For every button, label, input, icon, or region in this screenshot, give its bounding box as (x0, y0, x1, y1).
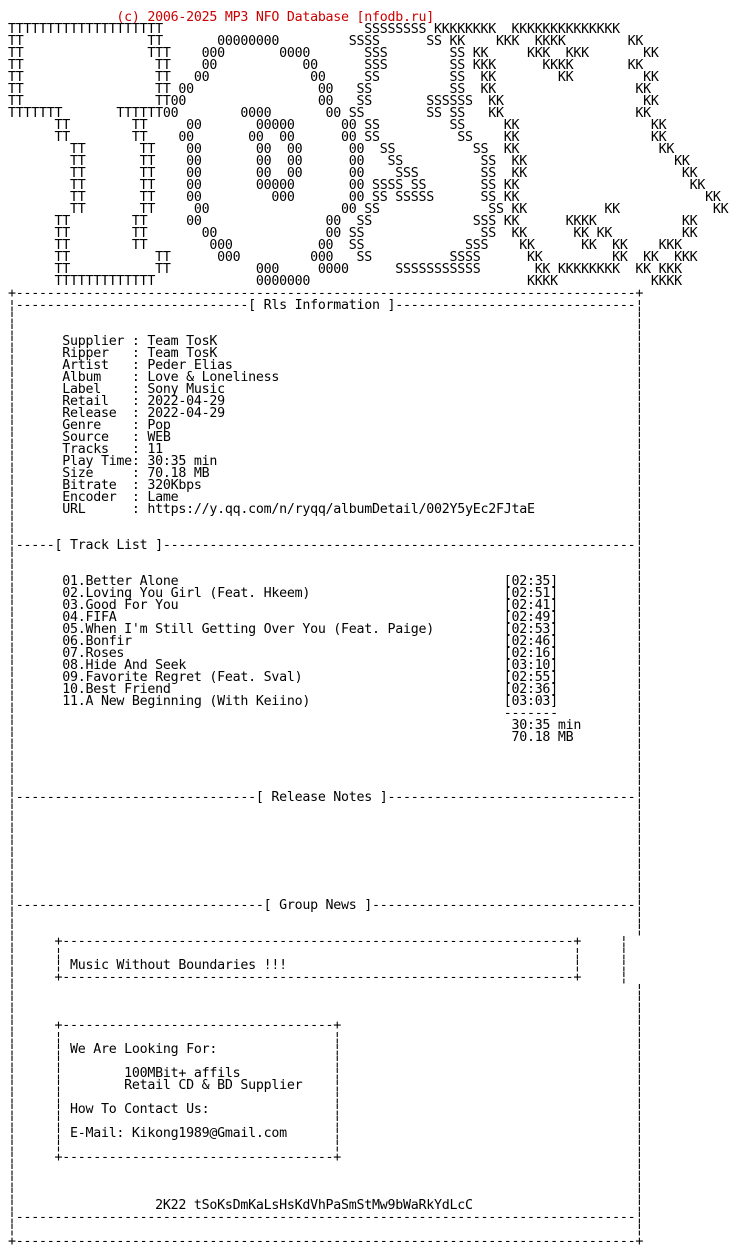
frame-side: ¦ ¦ (8, 874, 644, 889)
logo-line: TT TT 00 00 00 00 SS SS KK KK (8, 130, 667, 145)
logo-line: TT TT 00 00000 00 SSSS SS SS KK KK (8, 178, 706, 193)
info-ripper: ¦ Ripper : Team TosK ¦ (8, 346, 644, 361)
info-size: ¦ Size : 70.18 MB ¦ (8, 466, 644, 481)
frame-top-border: +--------------------------------------------------------------------------------+ (8, 286, 644, 301)
logo-line: TT TT 00 00000 00 SS SS KK KK (8, 118, 667, 133)
frame-bottom-border: +--------------------------------------------------------------------------------+ (8, 1234, 644, 1249)
logo-line: TT TT 00 00 00 00 SS SS KK KK (8, 154, 690, 169)
contact-box-blank: ¦ ¦ ¦ ¦ (8, 1090, 644, 1105)
group-news-header: ¦--------------------------------[ Group News ]----------------------------------¦ (8, 898, 644, 913)
track-total-rule: ¦ ------- ¦ (8, 706, 644, 721)
track-row: ¦ 05.When I'm Still Getting Over You (Feat. Paige) [02:53] ¦ (8, 622, 644, 637)
frame-side: ¦ ¦ (8, 910, 644, 925)
logo-line: TT TTT 000 0000 SSS SS KK KKK KKK KK (8, 46, 659, 61)
frame-side: ¦ ¦ (8, 550, 644, 565)
info-genre: ¦ Genre : Pop ¦ (8, 418, 644, 433)
logo-line: TT TT 00 00 SS SS KK KK KK (8, 70, 659, 85)
contact-box-blank: ¦ ¦ ¦ ¦ (8, 1138, 644, 1153)
info-retail: ¦ Retail : 2022-04-29 ¦ (8, 394, 644, 409)
track-row: ¦ 07.Roses [02:16] ¦ (8, 646, 644, 661)
frame-side: ¦ ¦ (8, 514, 644, 529)
logo-line: TT TT 00 00 00 00 SS SS KK KK (8, 142, 675, 157)
track-row: ¦ 01.Better Alone [02:35] ¦ (8, 574, 644, 589)
frame-side: ¦ ¦ (8, 994, 644, 1009)
supplier-line: ¦ ¦ Retail CD & BD Supplier ¦ ¦ (8, 1078, 644, 1093)
frame-side: ¦ ¦ (8, 526, 644, 541)
frame-side: ¦ ¦ (8, 814, 644, 829)
logo-line: TT TT 00 00 SS SS KK KK KK KK (8, 226, 698, 241)
logo-line: TT TT 00 00 SS SS KK KK (8, 82, 651, 97)
frame-side: ¦ ¦ (8, 310, 644, 325)
frame-side: ¦ ¦ (8, 862, 644, 877)
track-row: ¦ 02.Loving You Girl (Feat. Hkeem) [02:51] ¦ (8, 586, 644, 601)
looking-for-label: ¦ ¦ We Are Looking For: ¦ ¦ (8, 1042, 644, 1057)
frame-side: ¦ ¦ (8, 850, 644, 865)
logo-line: TT TT00 00 SS SSSSSS KK KK (8, 94, 659, 109)
frame-side: ¦ ¦ (8, 766, 644, 781)
frame-side: ¦ ¦ (8, 778, 644, 793)
frame-side: ¦ ¦ (8, 562, 644, 577)
how-to-contact-label: ¦ ¦ How To Contact Us: ¦ ¦ (8, 1102, 644, 1117)
frame-side: ¦ ¦ (8, 886, 644, 901)
contact-box-blank: ¦ ¦ ¦ ¦ (8, 1030, 644, 1045)
contact-box-blank: ¦ ¦ ¦ ¦ (8, 1114, 644, 1129)
frame-side: ¦ ¦ (8, 826, 644, 841)
logo-line: TT TT 000 0000 SSSSSSSSSSS KK KKKKKKKK KK KKK (8, 262, 682, 277)
rls-information-header: ¦------------------------------[ Rls Information ]-------------------------------¦ (8, 298, 644, 313)
logo-line: TT TT 000 000 SS SSSS KK KK KK KKK (8, 250, 698, 265)
info-source: ¦ Source : WEB ¦ (8, 430, 644, 445)
info-encoder: ¦ Encoder : Lame ¦ (8, 490, 644, 505)
track-row: ¦ 04.FIFA [02:49] ¦ (8, 610, 644, 625)
info-bitrate: ¦ Bitrate : 320Kbps ¦ (8, 478, 644, 493)
track-row: ¦ 08.Hide And Seek [03:10] ¦ (8, 658, 644, 673)
info-url: ¦ URL : https://y.qq.com/n/ryqq/albumDetail/002Y5yEc2FJtaE ¦ (8, 502, 644, 517)
frame-side: ¦ ¦ (8, 322, 644, 337)
track-row: ¦ 11.A New Beginning (With Keiino) [03:03] ¦ (8, 694, 644, 709)
track-list-header: ¦-----[ Track List ]-------------------------------------------------------------¦ (8, 538, 644, 553)
info-label: ¦ Label : Sony Music ¦ (8, 382, 644, 397)
frame-side: ¦ ¦ (8, 1174, 644, 1189)
contact-box-bottom: ¦ +-----------------------------------+ ¦ (8, 1150, 644, 1165)
frame-side: ¦ ¦ (8, 742, 644, 757)
info-release: ¦ Release : 2022-04-29 ¦ (8, 406, 644, 421)
frame-side: ¦ ¦ (8, 922, 644, 937)
track-row: ¦ 06.Bonfir [02:46] ¦ (8, 634, 644, 649)
release-notes-header: ¦-------------------------------[ Release Notes ]--------------------------------¦ (8, 790, 644, 805)
logo-line: TT TT 00 00 SS SSS KK KKKK KK (8, 214, 698, 229)
affils-line: ¦ ¦ 100MBit+ affils ¦ ¦ (8, 1066, 644, 1081)
contact-box-blank: ¦ ¦ ¦ ¦ (8, 1054, 644, 1069)
frame-side: ¦ ¦ (8, 982, 644, 997)
logo-line: TTTTTTTTTTTTT 0000000 KKKK KKKK (8, 274, 682, 289)
news-box-top: ¦ +------------------------------------------------------------------+ ¦ (8, 934, 628, 949)
frame-side: ¦ ¦ (8, 838, 644, 853)
frame-side: ¦ ¦ (8, 1162, 644, 1177)
track-total-time: ¦ 30:35 min ¦ (8, 718, 644, 733)
track-row: ¦ 10.Best Friend [02:36] ¦ (8, 682, 644, 697)
track-row: ¦ 03.Good For You [02:41] ¦ (8, 598, 644, 613)
logo-line: TT TT 00 00 00 00 SSS SS KK KK (8, 166, 698, 181)
logo-line: TTTTTTT TTTTTT00 0000 00 SS SS SS KK KK (8, 106, 651, 121)
news-box-bottom: ¦ +------------------------------------------------------------------+ ¦ (8, 970, 628, 985)
news-box-blank: ¦ ¦ ¦ ¦ (8, 946, 628, 961)
info-supplier: ¦ Supplier : Team TosK ¦ (8, 334, 644, 349)
logo-line: TT TT 00 00 SS SS KK KK KK (8, 202, 729, 217)
track-total-size: ¦ 70.18 MB ¦ (8, 730, 644, 745)
logo-line: TT TT 000 00 SS SSS KK KK KK KKK (8, 238, 682, 253)
frame-bottom-rule: ¦--------------------------------------------------------------------------------¦ (8, 1210, 644, 1225)
info-tracks: ¦ Tracks : 11 ¦ (8, 442, 644, 457)
info-artist: ¦ Artist : Peder Elias ¦ (8, 358, 644, 373)
track-row: ¦ 09.Favorite Regret (Feat. Sval) [02:55] ¦ (8, 670, 644, 685)
logo-line: TT TT 00 00 SSS SS KKK KKKK KK (8, 58, 644, 73)
logo-line: TTTTTTTTTTTTTTTTTTTT SSSSSSSS KKKKKKKK KKKKKKKKKKKKKK (8, 22, 620, 37)
logo-line: TT TT 00000000 SSSS SS KK KKK KKKK KK (8, 34, 644, 49)
frame-side: ¦ ¦ (8, 802, 644, 817)
news-message: ¦ ¦ Music Without Boundaries !!! ¦ ¦ (8, 958, 628, 973)
footer-signature: ¦ 2K22 tSoKsDmKaLsHsKdVhPaSmStMw9bWaRkYdLcC ¦ (8, 1198, 644, 1213)
frame-side: ¦ ¦ (8, 1222, 644, 1237)
info-play-time: ¦ Play Time: 30:35 min ¦ (8, 454, 644, 469)
email-line: ¦ ¦ E-Mail: Kikong1989@Gmail.com ¦ ¦ (8, 1126, 644, 1141)
frame-side: ¦ ¦ (8, 754, 644, 769)
credit-line: (c) 2006-2025 MP3 NFO Database [nfodb.ru] (8, 10, 434, 25)
logo-line: TT TT 00 000 00 SS SSSSS SS KK KK (8, 190, 721, 205)
frame-side: ¦ ¦ (8, 1006, 644, 1021)
contact-box-top: ¦ +-----------------------------------+ ¦ (8, 1018, 644, 1033)
info-album: ¦ Album : Love & Loneliness ¦ (8, 370, 644, 385)
frame-side: ¦ ¦ (8, 1186, 644, 1201)
